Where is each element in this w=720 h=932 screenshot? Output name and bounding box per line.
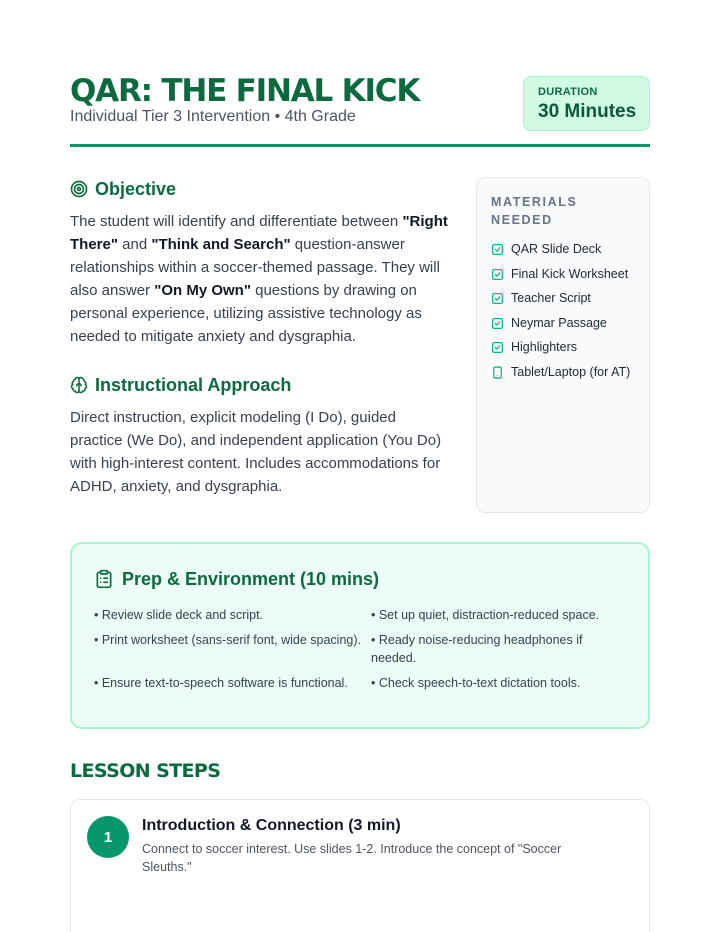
prep-heading [94, 566, 626, 592]
materials-panel [476, 177, 650, 513]
prep-title: Prep & Environment (10 mins) [122, 568, 380, 589]
material-item: Final Kick Worksheet [491, 266, 635, 283]
material-item: QAR Slide Deck [491, 241, 635, 258]
objective-text: The student will identify and differentiate between "Right There" and "Think and Search" question-answer relationships within a soccer-themed passage. They will also answer "On My Own" questions by drawing on personal experience, utilizing assistive technology as needed to mitigate anxiety and dysgraphia. [70, 213, 448, 345]
material-item: Neymar Passage [491, 315, 635, 332]
prep-list [94, 606, 626, 692]
approach-text: Direct instruction, explicit modeling (I Do), guided practice (We Do), and independent application (You Do) with high-interest content. Includes accommodations for ADHD, anxiety, and dysgraphia. [70, 409, 442, 495]
page-header [70, 70, 650, 148]
clipboard-list-icon [94, 569, 114, 589]
step-number-badge: 1 [87, 816, 129, 858]
brain-icon [70, 376, 88, 394]
duration-value: 30 Minutes [538, 101, 637, 122]
target-icon [70, 180, 88, 198]
duration-badge [523, 76, 650, 131]
lesson-steps-title: LESSON STEPS [70, 760, 221, 782]
prep-panel [70, 542, 650, 729]
check-square-icon [491, 317, 504, 330]
lesson-step-card [70, 799, 650, 932]
check-square-icon [491, 243, 504, 256]
objective-title: Objective [95, 178, 177, 199]
tablet-icon [491, 366, 504, 379]
approach-heading [70, 372, 450, 398]
overview-column [70, 176, 450, 498]
duration-label: DURATION [538, 86, 598, 98]
material-item: Tablet/Laptop (for AT) [491, 364, 635, 381]
prep-item: • Check speech-to-text dictation tools. [371, 676, 581, 690]
prep-item: • Print worksheet (sans-serif font, wide spacing). [94, 633, 361, 647]
approach-title: Instructional Approach [95, 374, 292, 395]
materials-title: MATERIALS NEEDED [491, 195, 578, 227]
objective-heading [70, 176, 450, 202]
page-subtitle: Individual Tier 3 Intervention • 4th Grade [70, 108, 356, 125]
prep-item: • Ensure text-to-speech software is functional. [94, 676, 348, 690]
prep-item: • Set up quiet, distraction-reduced space. [371, 608, 600, 622]
prep-item: • Review slide deck and script. [94, 608, 264, 622]
check-square-icon [491, 341, 504, 354]
header-divider [70, 144, 650, 147]
prep-item: • Ready noise-reducing headphones if needed. [371, 633, 583, 665]
material-item: Teacher Script [491, 290, 635, 307]
material-item: Highlighters [491, 339, 635, 356]
step-title: Introduction & Connection (3 min) [142, 817, 401, 834]
step-description: Connect to soccer interest. Use slides 1-2. Introduce the concept of "Soccer Sleuths." [142, 842, 562, 874]
check-square-icon [491, 292, 504, 305]
page-title: QAR: THE FINAL KICK [70, 73, 420, 109]
materials-list [491, 241, 635, 381]
check-square-icon [491, 268, 504, 281]
